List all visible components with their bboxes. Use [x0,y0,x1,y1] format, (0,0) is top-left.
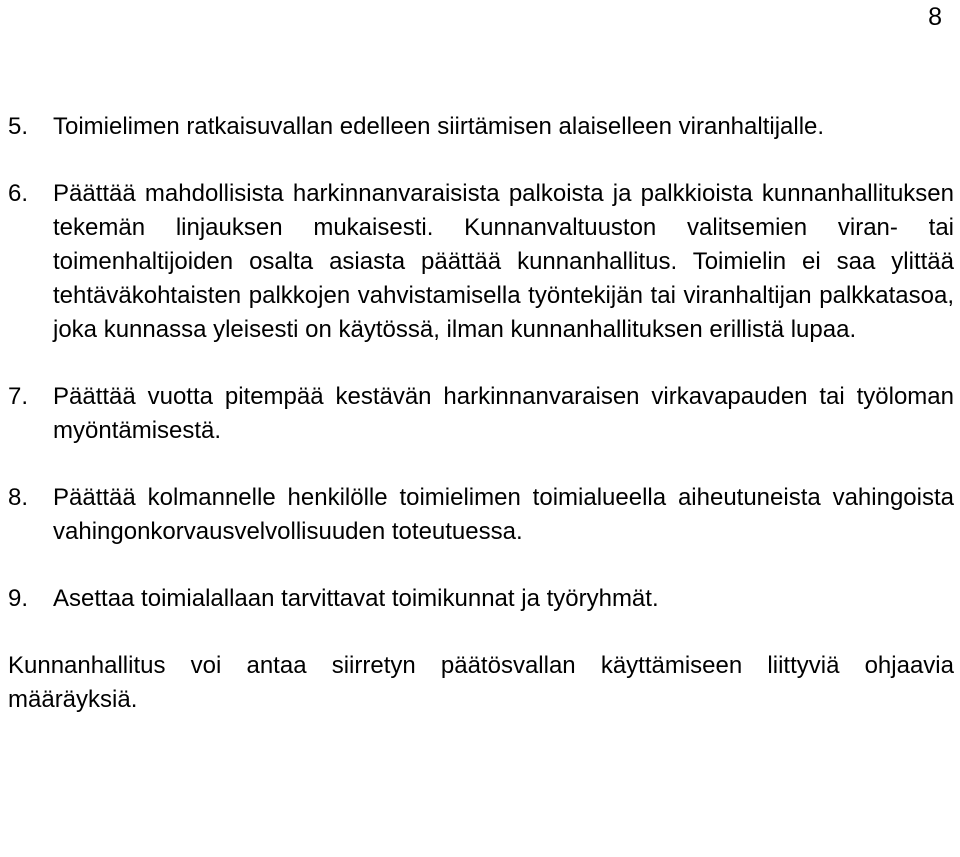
document-body [8,110,954,717]
list-item-text: Asettaa toimialallaan tarvittavat toimikunnat ja työryhmät. [53,585,659,612]
list-item-text: Päättää vuotta pitempää kestävän harkinnanvaraisen virkavapauden tai työloman myöntämisestä. [53,383,954,444]
list-item-number: 9. [8,585,29,612]
list-item-5 [8,110,954,144]
list-item-number: 7. [8,383,29,410]
list-item-9 [8,582,954,616]
list-item-number: 6. [8,180,29,207]
closing-paragraph: Kunnanhallitus voi antaa siirretyn päätösvallan käyttämiseen liittyviä ohjaavia määräyksiä. [8,652,954,713]
list-item-8 [8,481,954,549]
list-item-number: 5. [8,113,29,140]
list-item-text: Toimielimen ratkaisuvallan edelleen siirtämisen alaiselleen viranhaltijalle. [53,113,825,140]
list-item-7 [8,380,954,448]
list-item-text: Päättää mahdollisista harkinnanvaraisista palkoista ja palkkioista kunnanhallituksen tekemän linjauksen mukaisesti. Kunnanvaltuuston valitsemien viran- tai toimenhaltijoiden osalta asiasta päättää kunnanhallitus. Toimielin ei saa ylittää tehtäväkohtaisten palkkojen vahvistamisella työntekijän tai viranhaltijan palkkatasoa, joka kunnassa yleisesti on käytössä, ilman kunnanhallituksen erillistä lupaa. [53,180,954,343]
list-item-number: 8. [8,484,29,511]
list-item-6 [8,177,954,347]
page-number: 8 [928,3,942,31]
list-item-text: Päättää kolmannelle henkilölle toimielimen toimialueella aiheutuneista vahingoista vahingonkorvausvelvollisuuden toteutuessa. [53,484,954,545]
